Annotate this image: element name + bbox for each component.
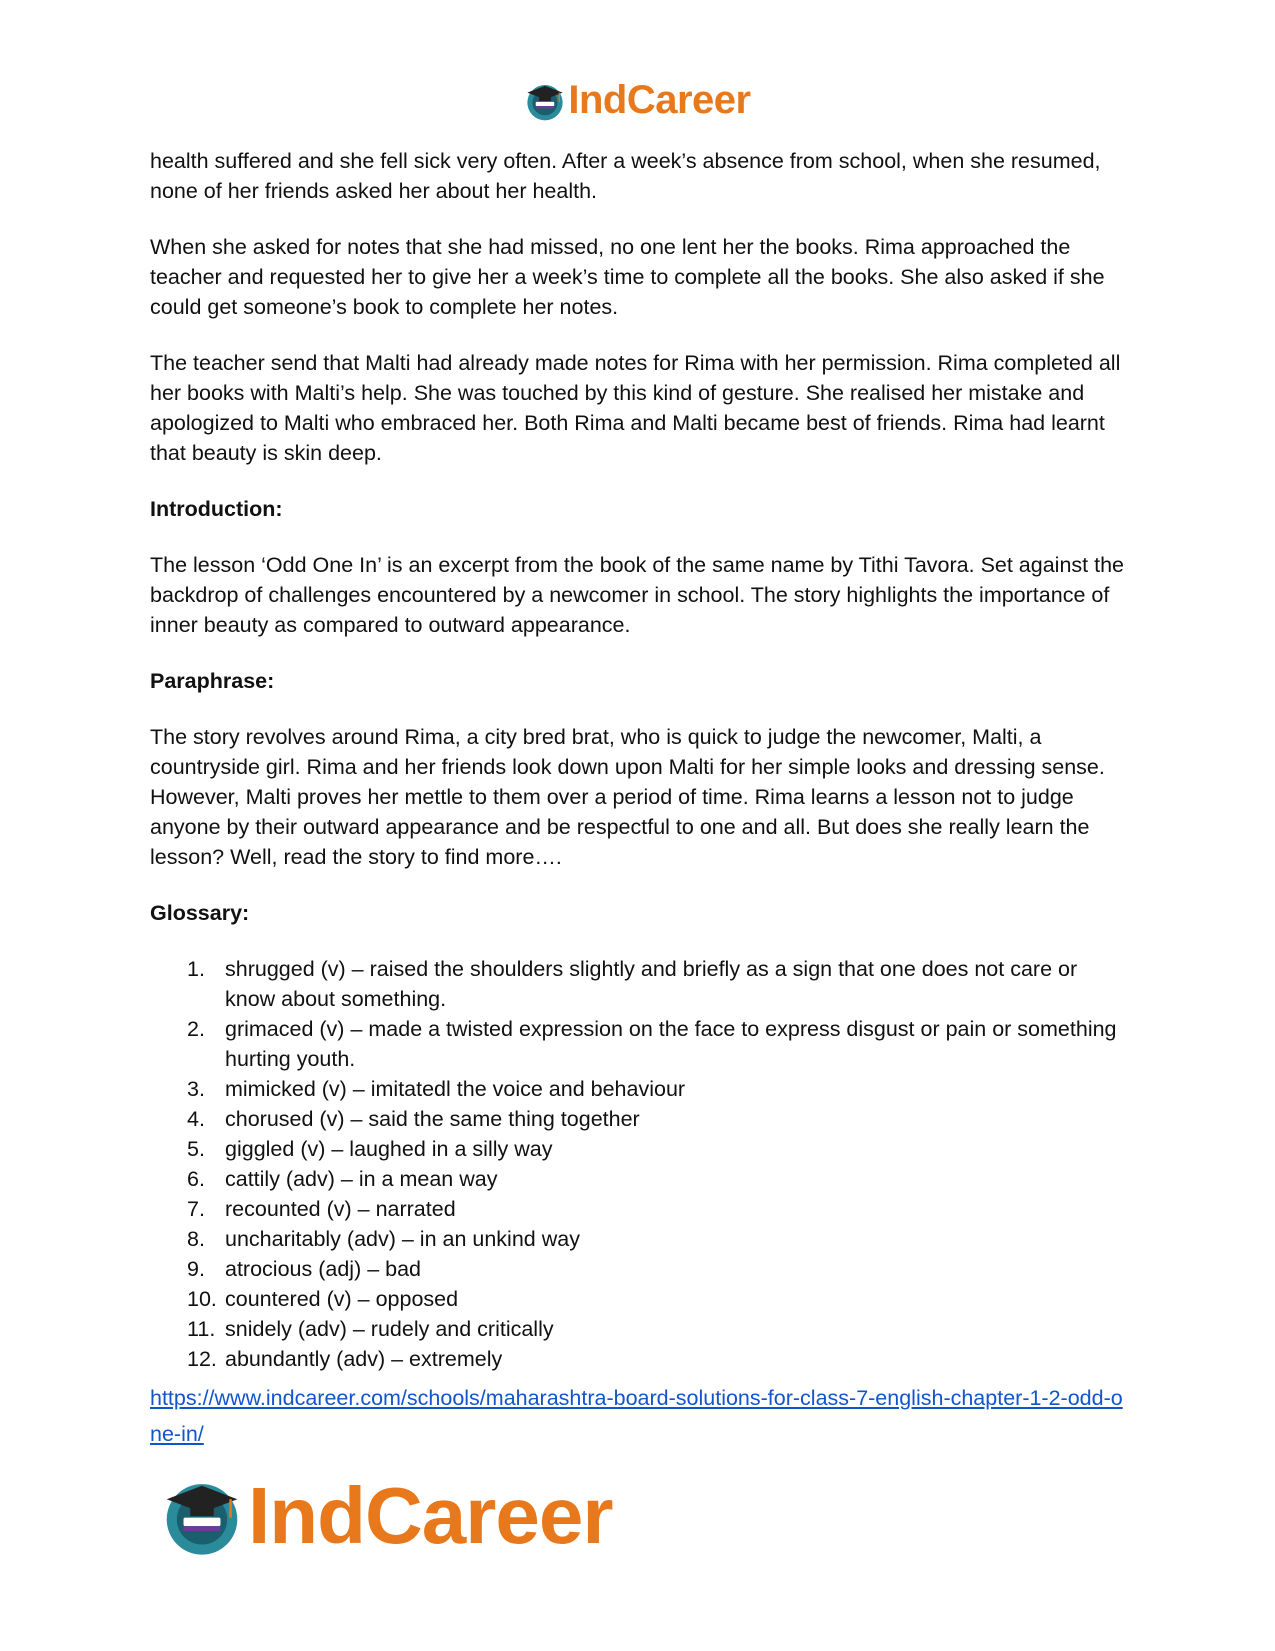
glossary-item — [150, 1194, 1130, 1224]
item-text: giggled (v) – laughed in a silly way — [225, 1137, 553, 1161]
item-text: grimaced (v) – made a twisted expression on the face to express disgust or pain or something hurting youth. — [225, 1017, 1117, 1071]
glossary-item — [150, 1074, 1130, 1104]
glossary-item — [150, 1224, 1130, 1254]
item-number: 7. — [187, 1197, 205, 1221]
item-number: 9. — [187, 1257, 205, 1281]
item-text: shrugged (v) – raised the shoulders slightly and briefly as a sign that one does not care or know about something. — [225, 957, 1078, 1011]
paragraph: The teacher send that Malti had already made notes for Rima with her permission. Rima completed all her books with Malti’s help. She was touched by this kind of gesture. She realised her mistake and apologized to Malti who embraced her. Both Rima and Malti became best of friends. Rima had learnt that beauty is skin deep. — [150, 351, 1121, 465]
item-text: mimicked (v) – imitatedl the voice and behaviour — [225, 1077, 686, 1101]
footer-logo — [160, 1470, 612, 1562]
item-text: uncharitably (adv) – in an unkind way — [225, 1227, 580, 1251]
graduation-cap-globe-icon — [160, 1474, 244, 1558]
glossary-item — [150, 1014, 1130, 1074]
item-number: 2. — [187, 1017, 205, 1041]
introduction-heading: Introduction: — [150, 497, 283, 521]
item-text: cattily (adv) – in a mean way — [225, 1167, 498, 1191]
item-text: chorused (v) – said the same thing together — [225, 1107, 640, 1131]
item-number: 8. — [187, 1227, 205, 1251]
item-number: 4. — [187, 1107, 205, 1131]
item-text: atrocious (adj) – bad — [225, 1257, 421, 1281]
item-text: abundantly (adv) – extremely — [225, 1347, 503, 1371]
item-number: 1. — [187, 957, 205, 981]
paragraph: health suffered and she fell sick very often. After a week’s absence from school, when she resumed, none of her friends asked her about her health. — [150, 149, 1101, 203]
paraphrase-heading: Paraphrase: — [150, 669, 275, 693]
indcareer-logo — [524, 78, 750, 123]
item-number: 3. — [187, 1077, 205, 1101]
glossary-item — [150, 1164, 1130, 1194]
item-number: 12. — [187, 1347, 217, 1371]
glossary-list — [150, 954, 1130, 1374]
glossary-item — [150, 1284, 1130, 1314]
glossary-item — [150, 1254, 1130, 1284]
header-logo — [0, 78, 1275, 123]
item-text: snidely (adv) – rudely and critically — [225, 1317, 554, 1341]
item-number: 10. — [187, 1287, 217, 1311]
glossary-item — [150, 1134, 1130, 1164]
source-link[interactable]: https://www.indcareer.com/schools/maharashtra-board-solutions-for-class-7-english-chapter-1-2-odd-one-in/ — [150, 1386, 1123, 1446]
item-number: 11. — [187, 1317, 216, 1341]
item-text: recounted (v) – narrated — [225, 1197, 456, 1221]
glossary-item — [150, 1344, 1130, 1374]
paragraph: When she asked for notes that she had missed, no one lent her the books. Rima approached the teacher and requested her to give her a week’s time to complete all the books. She also asked if she could get someone’s book to complete her notes. — [150, 235, 1105, 319]
glossary-heading: Glossary: — [150, 901, 250, 925]
glossary-item — [150, 954, 1130, 1014]
item-number: 6. — [187, 1167, 205, 1191]
logo-text: IndCareer — [568, 78, 751, 122]
glossary-item — [150, 1104, 1130, 1134]
logo-text: IndCareer — [248, 1471, 613, 1560]
item-number: 5. — [187, 1137, 205, 1161]
introduction-text: The lesson ‘Odd One In’ is an excerpt from the book of the same name by Tithi Tavora. Set against the backdrop of challenges encountered by a newcomer in school. The story highlights the importance of inner beauty as compared to outward appearance. — [150, 553, 1124, 637]
paraphrase-text: The story revolves around Rima, a city bred brat, who is quick to judge the newcomer, Malti, a countryside girl. Rima and her friends look down upon Malti for her simple looks and dressing sense. However, Malti proves her mettle to them over a period of time. Rima learns a lesson not to judge anyone by their outward appearance and be respectful to one and all. But does she really learn the lesson? Well, read the story to find more…. — [150, 725, 1105, 869]
glossary-item — [150, 1314, 1130, 1344]
document-body — [150, 146, 1130, 1452]
graduation-cap-globe-icon — [524, 80, 566, 122]
item-text: countered (v) – opposed — [225, 1287, 459, 1311]
